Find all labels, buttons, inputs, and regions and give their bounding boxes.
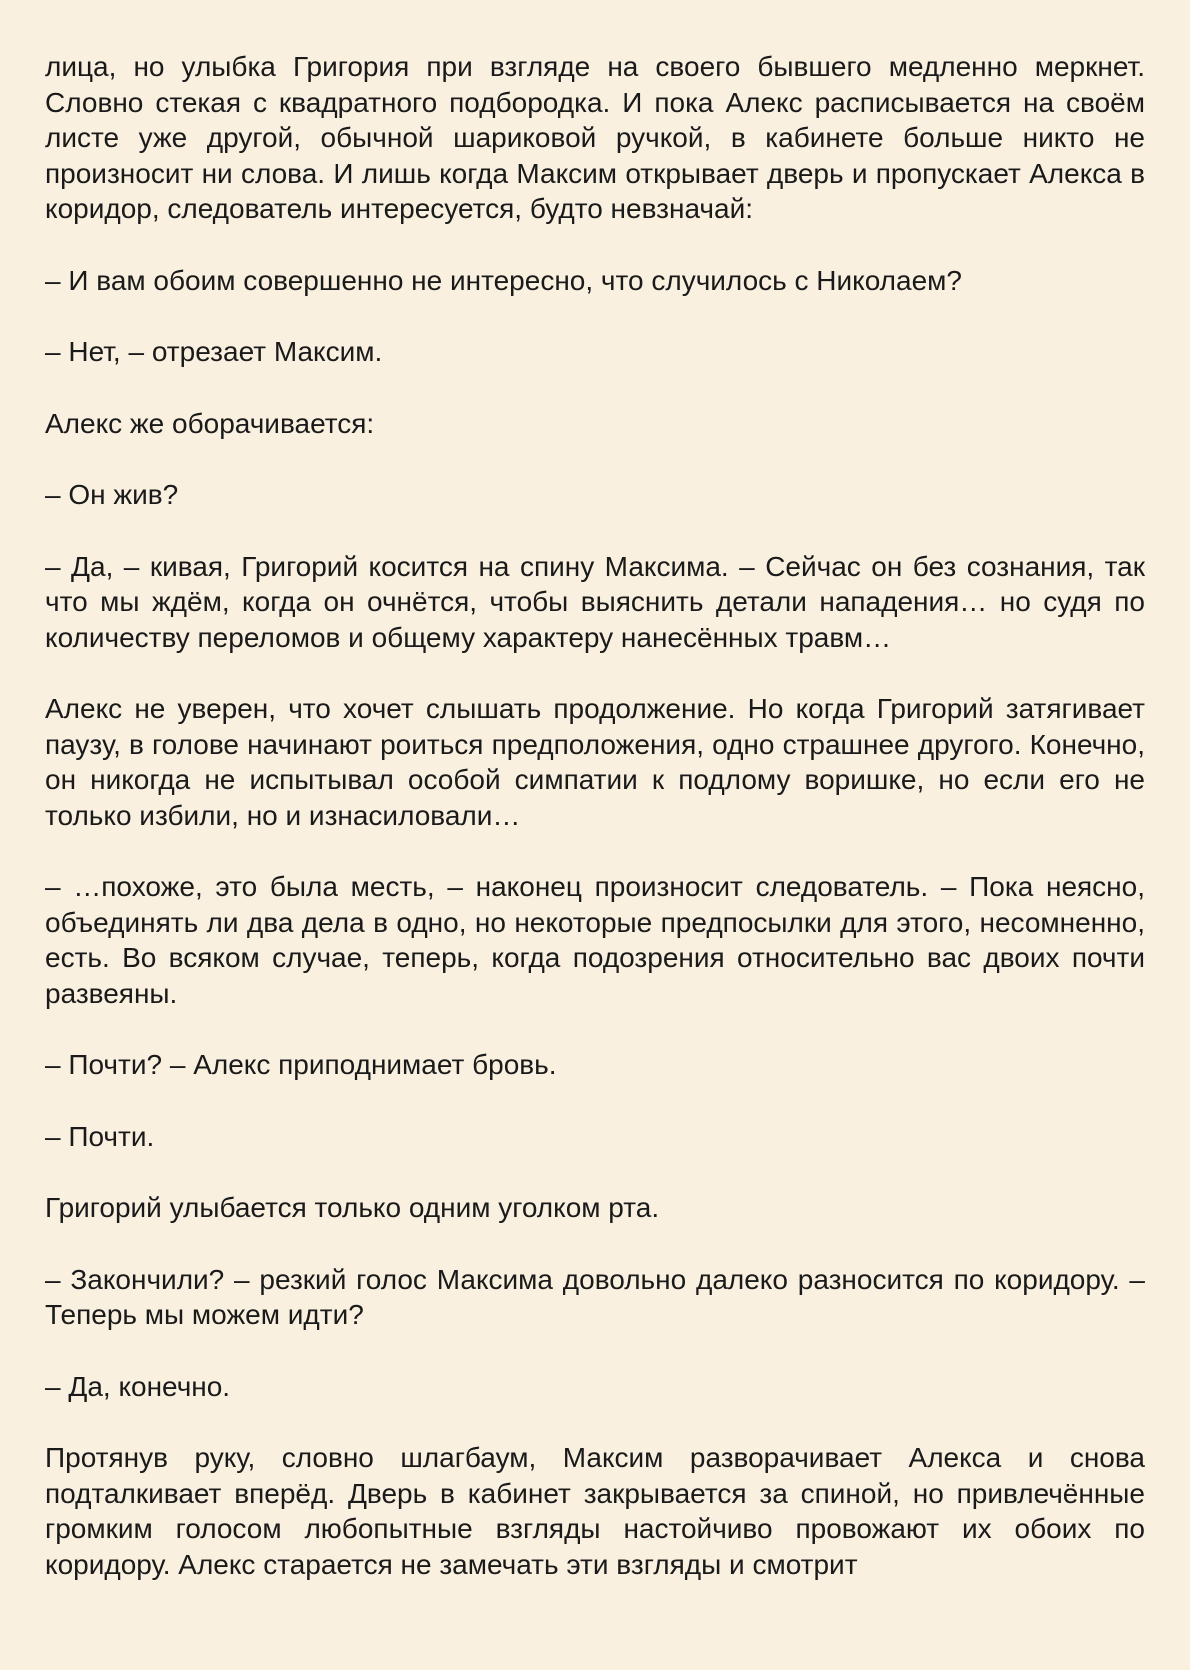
paragraph-3: – Нет, – отрезает Максим. <box>45 336 383 367</box>
paragraph-4: Алекс же оборачивается: <box>45 407 375 439</box>
paragraph-12: – Закончили? – резкий голос Максима довольно далеко разносится по коридору. – Теперь мы можем идти? <box>45 1263 1145 1330</box>
paragraph-9: – Почти? – Алекс приподнимает бровь. <box>45 1049 557 1080</box>
paragraph-14: Протянув руку, словно шлагбаум, Максим разворачивает Алекса и снова подталкивает вперёд. Дверь в кабинет закрывается за спиной, но привлечённые громким голосом любопытные взгляды настойчиво провожают их обоих по коридору. Алекс старается не замечать эти взгляды и смотрит <box>45 1442 1145 1580</box>
paragraph-10: – Почти. <box>45 1120 155 1152</box>
paragraph-8: – …похоже, это была месть, – наконец произносит следователь. – Пока неясно, объединять ли два дела в одно, но некоторые предпосылки для этого, несомненно, есть. Во всяком случае, теперь, когда подозрения относительно вас двоих почти развеяны. <box>45 871 1145 1009</box>
paragraph-2: – И вам обоим совершенно не интересно, что случилось с Николаем? <box>45 264 962 296</box>
paragraph-5: – Он жив? <box>45 479 179 510</box>
paragraph-13: – Да, конечно. <box>45 1370 231 1402</box>
paragraph-11: Григорий улыбается только одним уголком рта. <box>45 1192 660 1223</box>
paragraph-1: лица, но улыбка Григория при взгляде на своего бывшего медленно меркнет. Словно стекая с квадратного подбородка. И пока Алекс расписывается на своём листе уже другой, обычной шариковой ручкой, в кабинете больше никто не произносит ни слова. И лишь когда Максим открывает дверь и пропускает Алекса в коридор, следователь интересуется, будто невзначай: <box>45 51 1145 224</box>
paragraph-6: – Да, – кивая, Григорий косится на спину Максима. – Сейчас он без сознания, так что мы ждём, когда он очнётся, чтобы выяснить детали нападения… но судя по количеству переломов и общему характеру нанесённых травм… <box>45 550 1145 653</box>
paragraph-7: Алекс не уверен, что хочет слышать продолжение. Но когда Григорий затягивает паузу, в голове начинают роиться предположения, одно страшнее другого. Конечно, он никогда не испытывал особой симпатии к подлому воришке, но если его не только избили, но и изнасиловали… <box>45 693 1145 831</box>
